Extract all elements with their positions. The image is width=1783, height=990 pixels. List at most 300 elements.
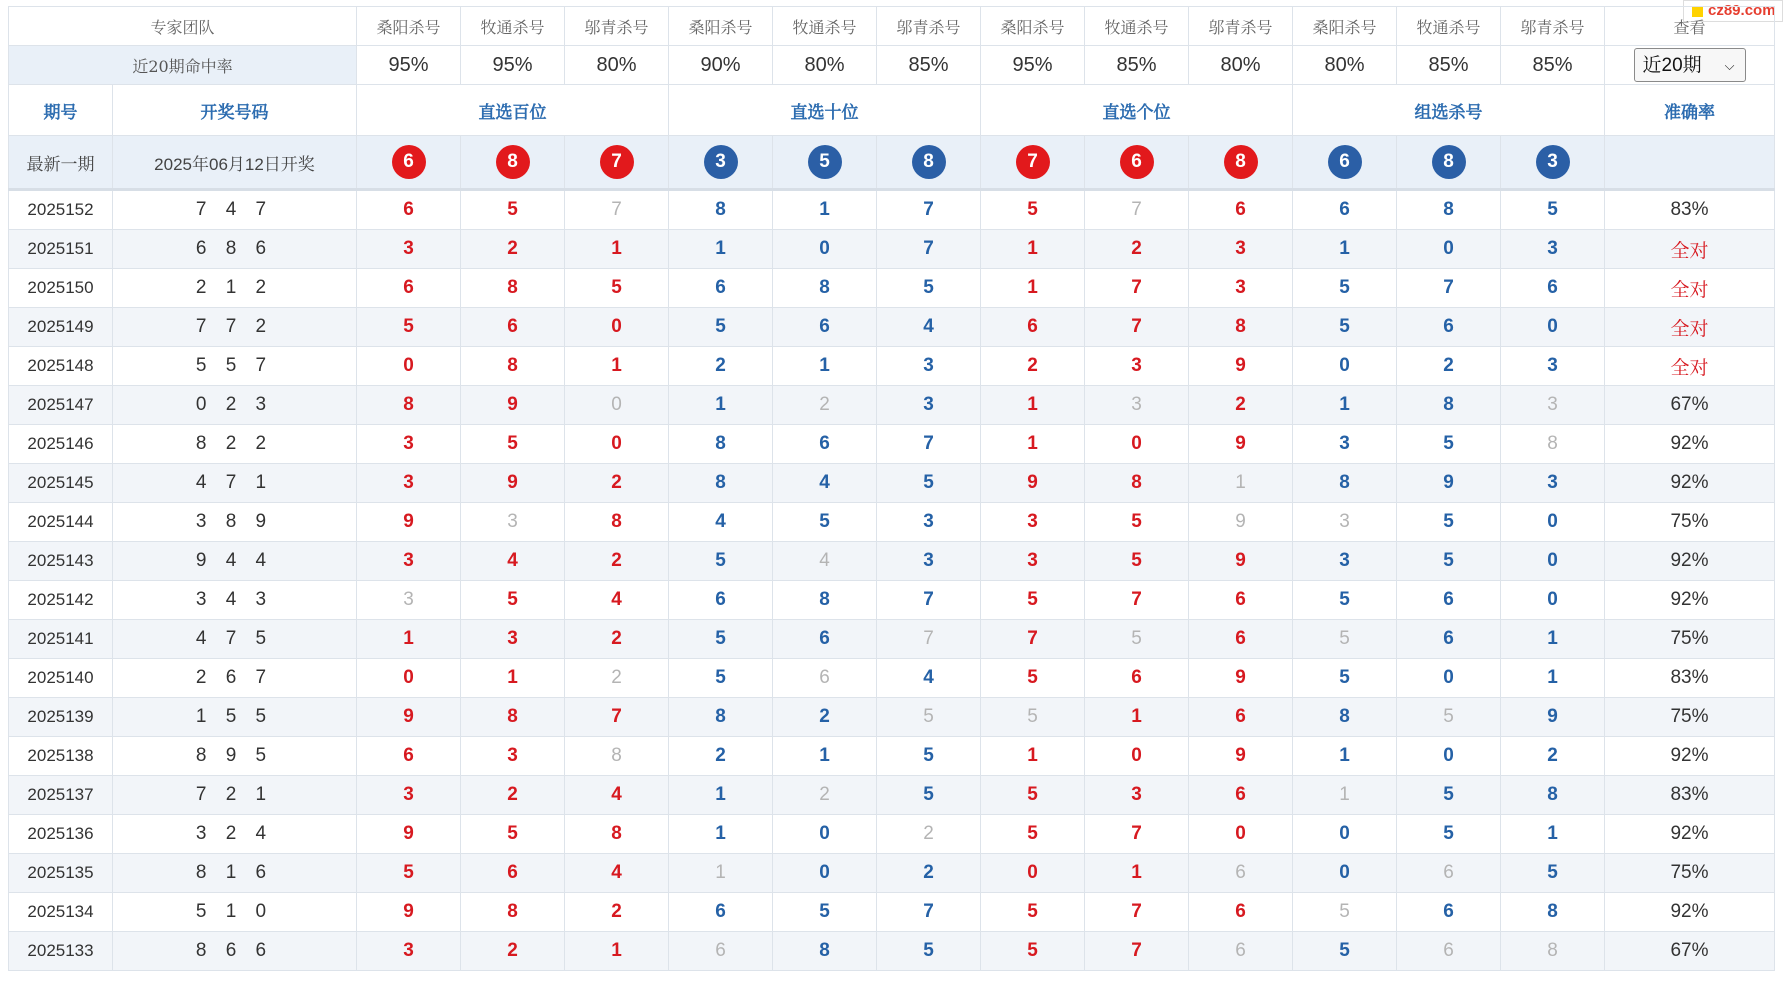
kill-number: 5 [1501, 854, 1605, 893]
kill-number: 8 [1293, 698, 1397, 737]
kill-number: 7 [981, 620, 1085, 659]
kill-number: 5 [1085, 620, 1189, 659]
kill-number: 3 [357, 542, 461, 581]
hit-rate: 85% [877, 46, 981, 85]
kill-number: 7 [565, 698, 669, 737]
kill-number: 5 [1397, 503, 1501, 542]
kill-number: 2 [1501, 737, 1605, 776]
kill-number: 7 [877, 190, 981, 230]
kill-number: 5 [981, 659, 1085, 698]
kill-number: 6 [773, 620, 877, 659]
kill-number: 4 [669, 503, 773, 542]
kill-number: 5 [669, 542, 773, 581]
table-row [9, 230, 1775, 269]
kill-number: 3 [357, 581, 461, 620]
expert-name: 牧通杀号 [461, 7, 565, 46]
kill-number: 5 [461, 425, 565, 464]
kill-number: 5 [1293, 581, 1397, 620]
draw-numbers: 8 9 5 [113, 737, 357, 776]
kill-number: 1 [669, 815, 773, 854]
kill-number: 3 [877, 542, 981, 581]
kill-number: 3 [1293, 503, 1397, 542]
accuracy-value: 83% [1605, 776, 1775, 815]
accuracy-value: 67% [1605, 932, 1775, 971]
draw-numbers: 8 1 6 [113, 854, 357, 893]
kill-number: 7 [1085, 190, 1189, 230]
kill-number: 2 [669, 347, 773, 386]
kill-number: 0 [565, 386, 669, 425]
kill-number: 4 [565, 776, 669, 815]
kill-number: 7 [565, 190, 669, 230]
number-ball: 8 [496, 145, 530, 179]
kill-number: 8 [1501, 776, 1605, 815]
kill-number: 2 [565, 659, 669, 698]
table-row [9, 308, 1775, 347]
expert-name: 桑阳杀号 [981, 7, 1085, 46]
latest-ball-cell [1293, 136, 1397, 190]
number-ball: 6 [392, 145, 426, 179]
table-row [9, 464, 1775, 503]
table-row [9, 269, 1775, 308]
kill-number: 8 [461, 269, 565, 308]
latest-ball-cell [1397, 136, 1501, 190]
issue-number: 2025149 [9, 308, 113, 347]
table-row [9, 386, 1775, 425]
kill-number: 1 [565, 932, 669, 971]
expert-name: 牧通杀号 [1397, 7, 1501, 46]
kill-number: 1 [669, 776, 773, 815]
kill-number: 8 [1501, 425, 1605, 464]
kill-number: 0 [773, 230, 877, 269]
kill-number: 6 [669, 269, 773, 308]
kill-number: 9 [1189, 503, 1293, 542]
kill-number: 6 [1397, 308, 1501, 347]
kill-number: 5 [1293, 932, 1397, 971]
kill-number: 6 [1189, 620, 1293, 659]
kill-number: 8 [565, 737, 669, 776]
draw-numbers: 3 8 9 [113, 503, 357, 542]
kill-number: 1 [461, 659, 565, 698]
kill-number: 5 [981, 698, 1085, 737]
kill-number: 6 [357, 737, 461, 776]
kill-number: 5 [1085, 503, 1189, 542]
kill-number: 9 [1501, 698, 1605, 737]
kill-number: 8 [565, 815, 669, 854]
kill-number: 4 [461, 542, 565, 581]
number-ball: 6 [1328, 145, 1362, 179]
latest-ball-cell [1501, 136, 1605, 190]
number-ball: 8 [912, 145, 946, 179]
kill-number: 0 [357, 347, 461, 386]
kill-number: 5 [773, 893, 877, 932]
kill-number: 9 [357, 815, 461, 854]
expert-name: 邬青杀号 [565, 7, 669, 46]
draw-numbers: 7 7 2 [113, 308, 357, 347]
latest-ball-cell [981, 136, 1085, 190]
kill-number: 1 [981, 386, 1085, 425]
kill-number: 5 [1397, 542, 1501, 581]
kill-number: 7 [1085, 581, 1189, 620]
kill-number: 8 [357, 386, 461, 425]
table-row [9, 737, 1775, 776]
kill-number: 1 [981, 269, 1085, 308]
expert-name: 牧通杀号 [773, 7, 877, 46]
kill-number: 5 [1293, 893, 1397, 932]
kill-number: 1 [981, 737, 1085, 776]
kill-number: 6 [773, 425, 877, 464]
kill-number: 2 [461, 776, 565, 815]
period-select-value: 近20期 [1642, 55, 1702, 76]
kill-number: 8 [565, 503, 669, 542]
kill-number: 7 [1085, 815, 1189, 854]
latest-ball-cell [565, 136, 669, 190]
accuracy-value: 75% [1605, 854, 1775, 893]
table-row [9, 503, 1775, 542]
kill-number: 4 [877, 308, 981, 347]
kill-number: 1 [1189, 464, 1293, 503]
kill-number: 8 [773, 269, 877, 308]
hit-rate: 95% [461, 46, 565, 85]
kill-number: 3 [1293, 425, 1397, 464]
kill-number: 2 [565, 542, 669, 581]
kill-number: 0 [357, 659, 461, 698]
kill-number: 5 [877, 698, 981, 737]
kill-number: 1 [981, 425, 1085, 464]
kill-number: 5 [1293, 620, 1397, 659]
kill-number: 3 [981, 542, 1085, 581]
kill-number: 4 [773, 542, 877, 581]
kill-number: 6 [1189, 854, 1293, 893]
issue-number: 2025135 [9, 854, 113, 893]
kill-number: 3 [1501, 230, 1605, 269]
kill-number: 3 [1293, 542, 1397, 581]
issue-number: 2025140 [9, 659, 113, 698]
kill-number: 5 [1501, 190, 1605, 230]
kill-number: 1 [1501, 620, 1605, 659]
table-row [9, 659, 1775, 698]
kill-number: 5 [1085, 542, 1189, 581]
expert-name: 邬青杀号 [1189, 7, 1293, 46]
kill-number: 1 [981, 230, 1085, 269]
kill-number: 5 [1397, 425, 1501, 464]
table-row [9, 190, 1775, 230]
kill-number: 7 [1085, 269, 1189, 308]
kill-number: 3 [357, 425, 461, 464]
table-row [9, 854, 1775, 893]
kill-number: 1 [1501, 659, 1605, 698]
accuracy-value: 75% [1605, 503, 1775, 542]
kill-number: 9 [357, 503, 461, 542]
kill-number: 0 [1085, 737, 1189, 776]
kill-number: 8 [773, 581, 877, 620]
kill-number: 0 [981, 854, 1085, 893]
kill-number: 5 [357, 308, 461, 347]
kill-number: 0 [1501, 542, 1605, 581]
draw-numbers: 7 4 7 [113, 190, 357, 230]
kill-number: 3 [1085, 776, 1189, 815]
hit-rate: 80% [1293, 46, 1397, 85]
kill-number: 4 [565, 854, 669, 893]
draw-numbers: 9 4 4 [113, 542, 357, 581]
draw-numbers: 0 2 3 [113, 386, 357, 425]
kill-number: 3 [461, 620, 565, 659]
issue-number: 2025137 [9, 776, 113, 815]
expert-name: 牧通杀号 [1085, 7, 1189, 46]
kill-number: 8 [1293, 464, 1397, 503]
kill-number: 5 [669, 659, 773, 698]
kill-number: 6 [1085, 659, 1189, 698]
kill-number: 2 [877, 815, 981, 854]
period-select[interactable] [1634, 48, 1746, 82]
kill-number: 9 [1189, 425, 1293, 464]
kill-number: 4 [877, 659, 981, 698]
kill-number: 5 [773, 503, 877, 542]
kill-number: 1 [357, 620, 461, 659]
kill-number: 5 [357, 854, 461, 893]
kill-number: 5 [981, 815, 1085, 854]
group-header-hundreds: 直选百位 [357, 85, 669, 136]
issue-number: 2025133 [9, 932, 113, 971]
kill-number: 3 [877, 503, 981, 542]
kill-number: 0 [565, 308, 669, 347]
kill-number: 6 [1397, 581, 1501, 620]
kill-number: 3 [877, 386, 981, 425]
kill-number: 5 [1293, 269, 1397, 308]
kill-number: 1 [669, 854, 773, 893]
kill-number: 6 [1397, 893, 1501, 932]
draw-numbers: 3 2 4 [113, 815, 357, 854]
issue-number: 2025134 [9, 893, 113, 932]
accuracy-value: 75% [1605, 698, 1775, 737]
kill-number: 0 [565, 425, 669, 464]
latest-date: 2025年06月12日开奖 [113, 136, 357, 190]
expert-name: 桑阳杀号 [357, 7, 461, 46]
latest-ball-cell [357, 136, 461, 190]
kill-number: 0 [1293, 347, 1397, 386]
kill-number-table [8, 6, 1775, 971]
latest-ball-cell [461, 136, 565, 190]
kill-number: 7 [1085, 308, 1189, 347]
kill-number: 6 [1501, 269, 1605, 308]
hit-rate: 85% [1397, 46, 1501, 85]
kill-number: 4 [565, 581, 669, 620]
kill-number: 6 [669, 581, 773, 620]
issue-number: 2025142 [9, 581, 113, 620]
kill-number: 3 [981, 503, 1085, 542]
latest-ball-cell [1085, 136, 1189, 190]
draw-numbers: 1 5 5 [113, 698, 357, 737]
kill-number: 8 [669, 698, 773, 737]
kill-number: 3 [1501, 464, 1605, 503]
kill-number: 6 [669, 893, 773, 932]
kill-number: 6 [357, 269, 461, 308]
kill-number: 5 [669, 620, 773, 659]
kill-number: 3 [357, 464, 461, 503]
period-select-cell [1605, 46, 1775, 85]
kill-number: 7 [1085, 893, 1189, 932]
kill-number: 1 [1293, 230, 1397, 269]
draw-numbers: 2 6 7 [113, 659, 357, 698]
expert-name: 桑阳杀号 [1293, 7, 1397, 46]
kill-number: 0 [1397, 230, 1501, 269]
kill-number: 5 [461, 581, 565, 620]
kill-number: 2 [773, 698, 877, 737]
issue-number: 2025147 [9, 386, 113, 425]
accuracy-value: 75% [1605, 620, 1775, 659]
latest-ball-cell [877, 136, 981, 190]
col-issue-header: 期号 [9, 85, 113, 136]
kill-number: 8 [669, 425, 773, 464]
draw-numbers: 4 7 5 [113, 620, 357, 659]
kill-number: 7 [877, 230, 981, 269]
kill-number: 0 [1397, 659, 1501, 698]
kill-number: 1 [565, 230, 669, 269]
kill-number: 8 [1397, 190, 1501, 230]
kill-number: 0 [773, 854, 877, 893]
kill-number: 5 [1293, 308, 1397, 347]
number-ball: 3 [1536, 145, 1570, 179]
kill-number: 7 [877, 620, 981, 659]
kill-number: 5 [461, 815, 565, 854]
kill-number: 0 [1501, 308, 1605, 347]
kill-number: 2 [669, 737, 773, 776]
kill-number: 2 [461, 230, 565, 269]
kill-number: 5 [877, 932, 981, 971]
latest-label: 最新一期 [9, 136, 113, 190]
kill-number: 7 [877, 425, 981, 464]
kill-number: 3 [357, 230, 461, 269]
hit-rate: 80% [565, 46, 669, 85]
accuracy-value: 全对 [1605, 230, 1775, 269]
kill-number: 9 [357, 893, 461, 932]
kill-number: 6 [461, 854, 565, 893]
kill-number: 9 [1397, 464, 1501, 503]
draw-numbers: 5 1 0 [113, 893, 357, 932]
kill-number: 3 [877, 347, 981, 386]
number-ball: 8 [1432, 145, 1466, 179]
kill-number: 1 [669, 386, 773, 425]
expert-team-row [9, 7, 1775, 46]
number-ball: 8 [1224, 145, 1258, 179]
kill-number: 3 [1189, 269, 1293, 308]
kill-number: 6 [1397, 620, 1501, 659]
kill-number: 0 [1397, 737, 1501, 776]
kill-number: 3 [461, 503, 565, 542]
table-row [9, 698, 1775, 737]
kill-number: 2 [565, 464, 669, 503]
group-header-group-kill: 组选杀号 [1293, 85, 1605, 136]
kill-number: 1 [1293, 386, 1397, 425]
number-ball: 6 [1120, 145, 1154, 179]
logo-text: cz89.com [1708, 2, 1776, 19]
kill-number: 9 [1189, 542, 1293, 581]
table-row [9, 542, 1775, 581]
kill-number: 1 [669, 230, 773, 269]
kill-number: 0 [1293, 854, 1397, 893]
kill-number: 6 [1189, 893, 1293, 932]
kill-number: 6 [357, 190, 461, 230]
expert-name: 邬青杀号 [1501, 7, 1605, 46]
hit-rate: 85% [1501, 46, 1605, 85]
accuracy-value: 67% [1605, 386, 1775, 425]
kill-number: 9 [1189, 659, 1293, 698]
issue-number: 2025145 [9, 464, 113, 503]
col-accuracy-header: 准确率 [1605, 85, 1775, 136]
kill-number: 1 [1293, 737, 1397, 776]
kill-number: 6 [1189, 698, 1293, 737]
kill-number: 6 [1189, 932, 1293, 971]
kill-number: 6 [773, 659, 877, 698]
issue-number: 2025150 [9, 269, 113, 308]
kill-number: 0 [773, 815, 877, 854]
issue-number: 2025151 [9, 230, 113, 269]
kill-number: 9 [461, 386, 565, 425]
kill-number: 5 [669, 308, 773, 347]
kill-number: 6 [1397, 932, 1501, 971]
kill-number: 8 [1501, 893, 1605, 932]
kill-number: 6 [1189, 190, 1293, 230]
chevron-down-icon: ⌵ [1724, 58, 1735, 73]
kill-number: 1 [773, 347, 877, 386]
table-row [9, 815, 1775, 854]
accuracy-value: 全对 [1605, 308, 1775, 347]
kill-number: 1 [1501, 815, 1605, 854]
kill-number: 2 [461, 932, 565, 971]
kill-number: 8 [669, 190, 773, 230]
hit-rate: 80% [773, 46, 877, 85]
kill-number: 5 [981, 581, 1085, 620]
kill-number: 2 [981, 347, 1085, 386]
hit-rate-row [9, 46, 1775, 85]
kill-number: 9 [1189, 347, 1293, 386]
kill-number: 2 [773, 386, 877, 425]
kill-number: 0 [1085, 425, 1189, 464]
kill-number: 9 [981, 464, 1085, 503]
issue-number: 2025152 [9, 190, 113, 230]
kill-number: 5 [877, 737, 981, 776]
kill-number: 3 [357, 932, 461, 971]
kill-number: 1 [565, 347, 669, 386]
kill-number: 8 [461, 347, 565, 386]
kill-number: 2 [565, 620, 669, 659]
kill-number: 6 [1189, 581, 1293, 620]
kill-number: 2 [1085, 230, 1189, 269]
issue-number: 2025148 [9, 347, 113, 386]
kill-number: 6 [1293, 190, 1397, 230]
kill-number: 3 [357, 776, 461, 815]
draw-numbers: 6 8 6 [113, 230, 357, 269]
number-ball: 3 [704, 145, 738, 179]
issue-number: 2025139 [9, 698, 113, 737]
kill-number: 7 [877, 893, 981, 932]
kill-number: 5 [1397, 776, 1501, 815]
kill-number: 3 [1085, 386, 1189, 425]
kill-number: 9 [461, 464, 565, 503]
kill-number: 3 [1189, 230, 1293, 269]
issue-number: 2025141 [9, 620, 113, 659]
kill-number: 0 [1501, 503, 1605, 542]
draw-numbers: 5 5 7 [113, 347, 357, 386]
kill-number: 6 [773, 308, 877, 347]
kill-number: 2 [1397, 347, 1501, 386]
group-header-tens: 直选十位 [669, 85, 981, 136]
table-row [9, 347, 1775, 386]
hit-rate: 95% [981, 46, 1085, 85]
kill-number: 2 [565, 893, 669, 932]
kill-number: 2 [877, 854, 981, 893]
accuracy-value: 92% [1605, 893, 1775, 932]
draw-numbers: 4 7 1 [113, 464, 357, 503]
